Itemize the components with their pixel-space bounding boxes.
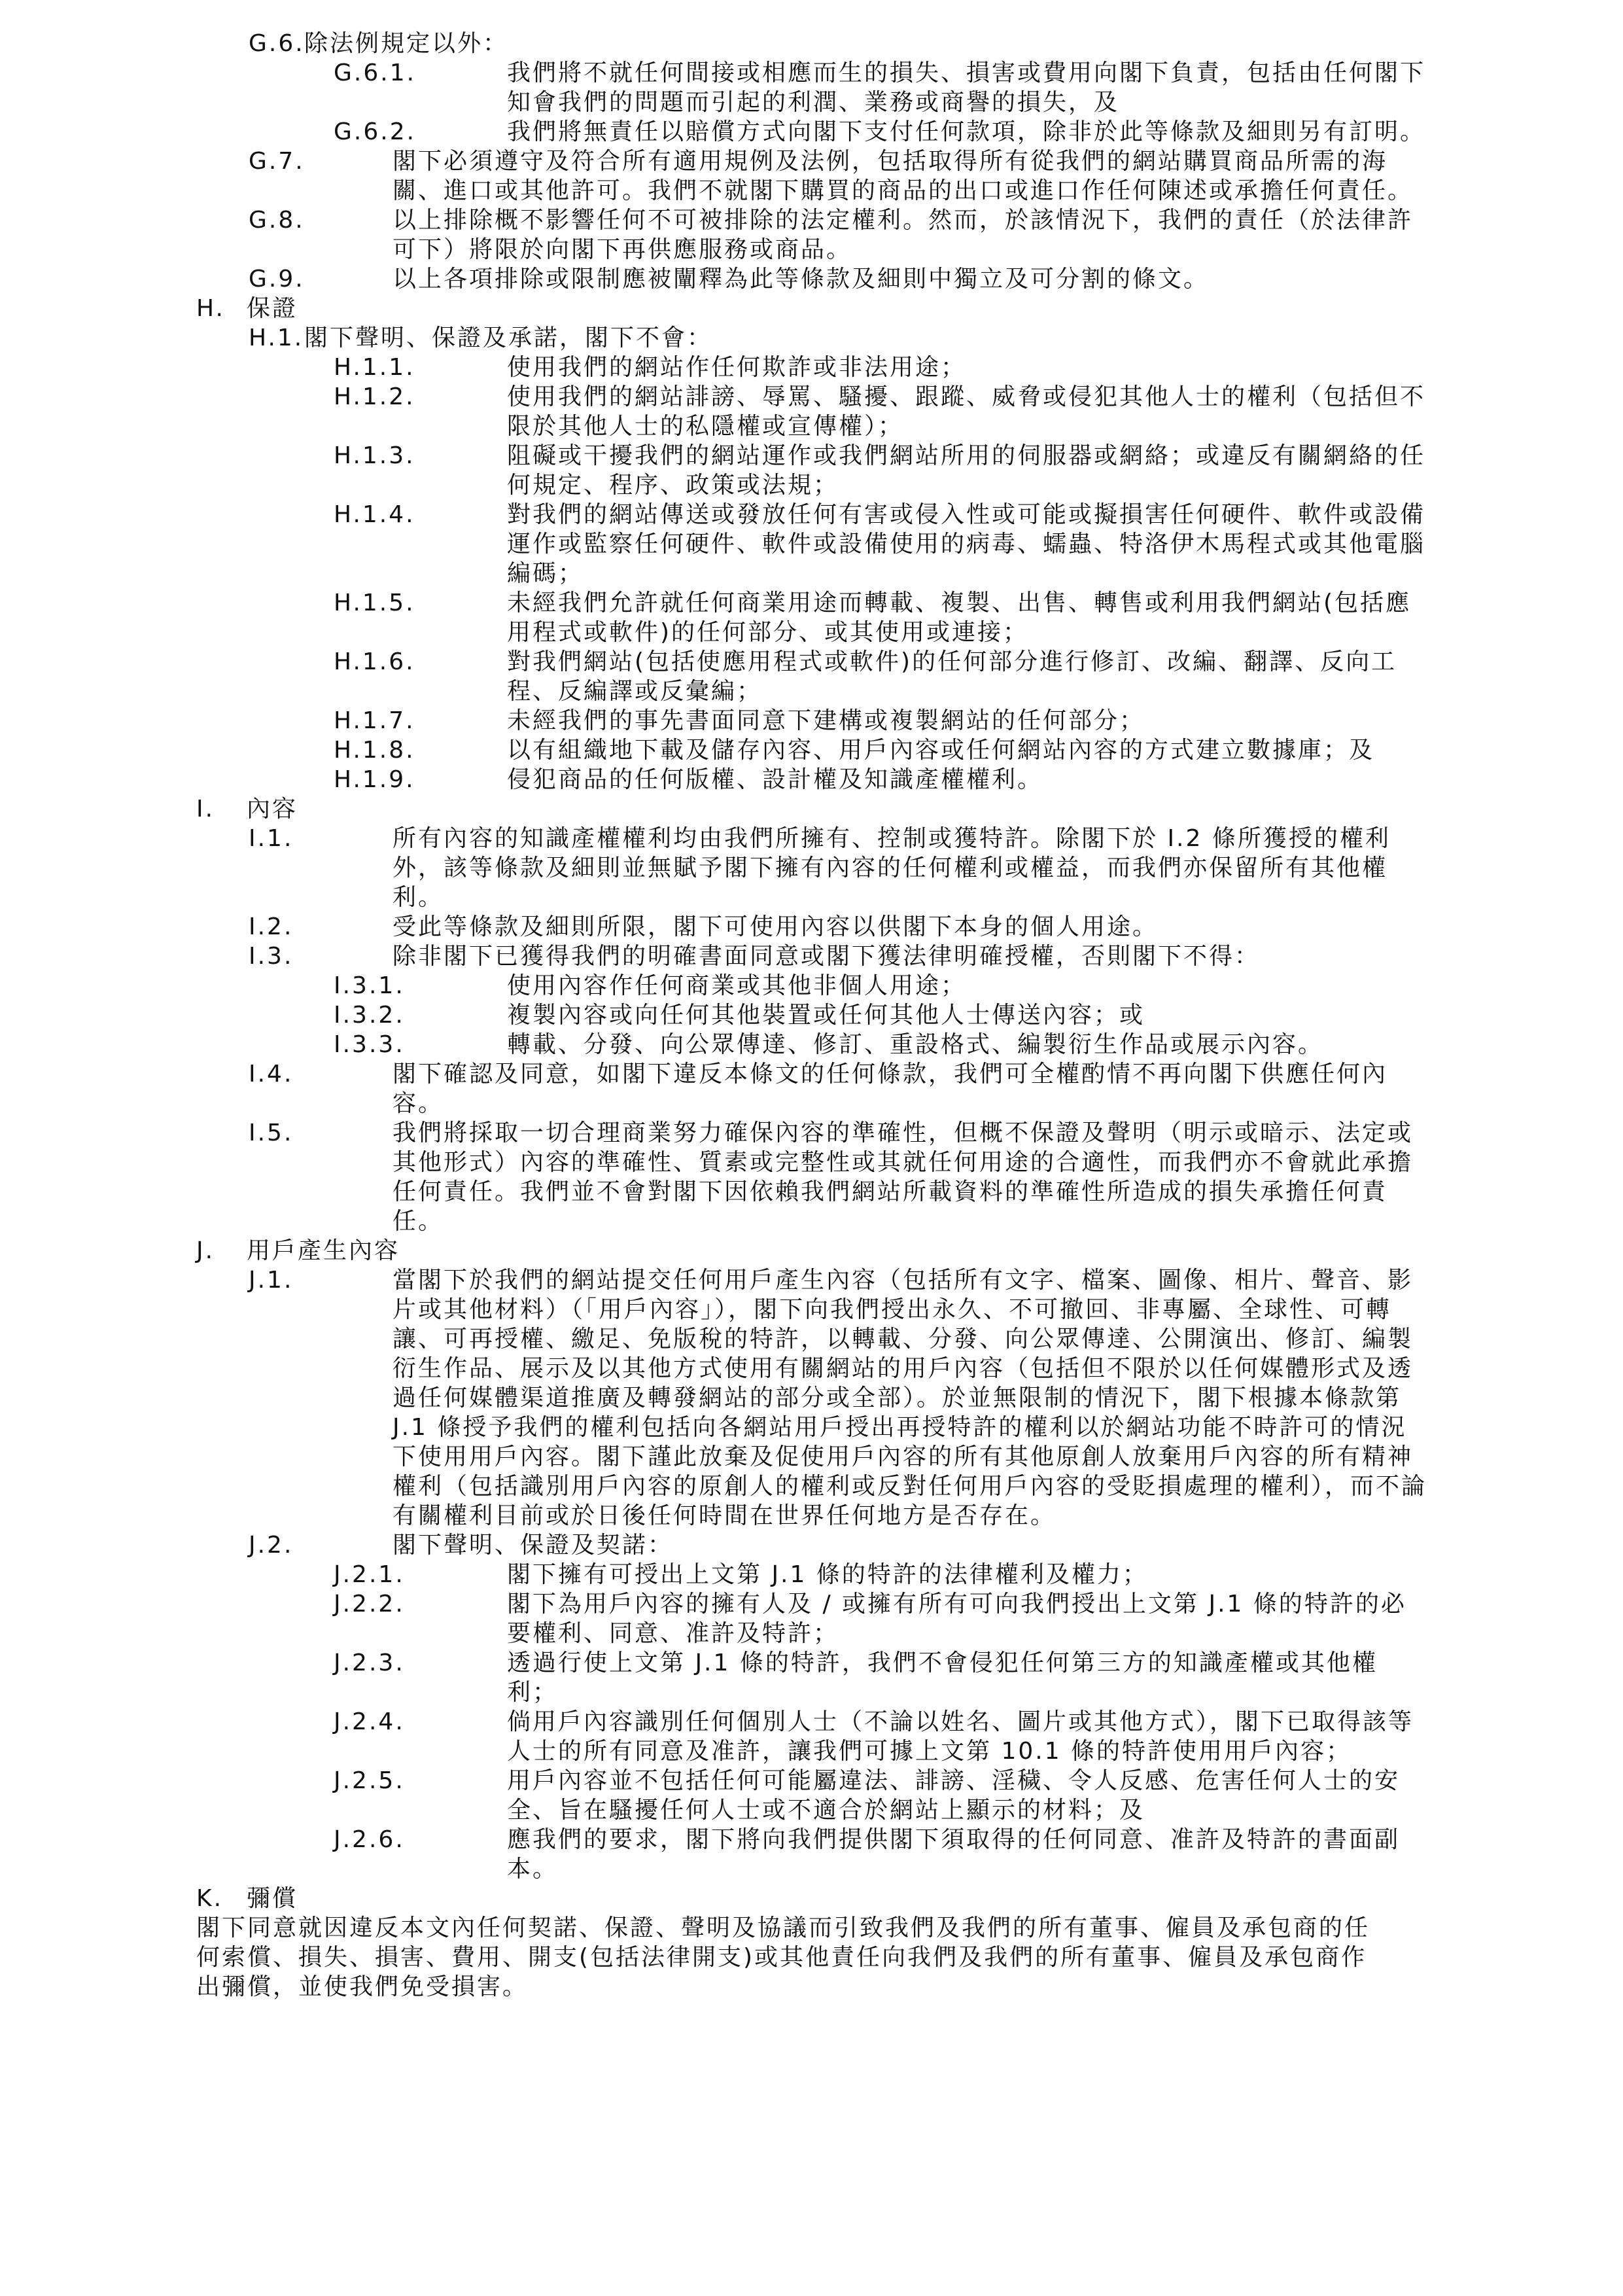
clause (0, 1589, 1623, 1648)
clause-number: H.1.4. (334, 501, 415, 528)
clause-text: 除法例規定以外： (304, 30, 509, 57)
clause-number: H.1.8. (334, 737, 415, 764)
clause-number: G.7. (249, 148, 305, 175)
clause-text: 除非閣下已獲得我們的明確書面同意或閣下獲法律明確授權，否則閣下不得： (393, 943, 1261, 970)
clause (0, 824, 1623, 912)
clause-text: 透過行使上文第 J.1 條的特許，我們不會侵犯任何第三方的知識產權或其他權利； (507, 1650, 1378, 1706)
clause-number: J.2.3. (334, 1650, 405, 1676)
clause-text: 我們將採取一切合理商業努力確保內容的準確性，但概不保證及聲明（明示或暗示、法定或其他形式）內容的準確性、質素或完整性或其就任何用途的合適性，而我們亦不會就此承擔任何責任。我們並不會對閣下因依賴我們網站所載資料的準確性所造成的損失承擔任何責任。 (393, 1120, 1414, 1235)
clause-number: G.6.2. (334, 118, 417, 145)
clause-number: H.1.5. (334, 590, 415, 616)
clause (0, 765, 1623, 794)
clause-number: H.1. (249, 325, 304, 351)
clause-text: 複製內容或向任何其他裝置或任何其他人士傳送內容；或 (507, 1002, 1145, 1029)
clause-text: 以有組織地下載及儲存內容、用戶內容或任何網站內容的方式建立數據庫；及 (507, 737, 1375, 764)
clause-number: G.8. (249, 207, 305, 234)
clause-number: J. (196, 1237, 215, 1264)
clause-number: I.3.3. (334, 1031, 405, 1058)
clause-number: J.2. (249, 1532, 294, 1559)
clause (0, 117, 1623, 147)
clause-text: 以上各項排除或限制應被闡釋為此等條款及細則中獨立及可分割的條文。 (393, 266, 1210, 292)
clause (0, 1825, 1623, 1884)
clause-number: I.3. (249, 943, 294, 970)
clause (0, 1707, 1623, 1766)
clause-text: 對我們的網站傳送或發放任何有害或侵入性或可能或擬損害任何硬件、軟件或設備運作或監察任何硬件、軟件或設備使用的病毒、蠕蟲、特洛伊木馬程式或其他電腦編碼； (507, 501, 1426, 587)
clause-text: 未經我們的事先書面同意下建構或複製網站的任何部分； (507, 707, 1145, 734)
clause (0, 706, 1623, 735)
clause-text: 閣下聲明、保證及契諾： (393, 1532, 674, 1559)
clause (0, 441, 1623, 500)
clause-text: 阻礙或干擾我們的網站運作或我們網站所用的伺服器或網絡；或違反有關網絡的任何規定、程序、政策或法規； (507, 442, 1426, 499)
clause-text: 用戶內容並不包括任何可能屬違法、誹謗、淫穢、令人反感、危害任何人士的安全、旨在騷擾任何人士或不適合於網站上顯示的材料；及 (507, 1767, 1401, 1824)
clause (0, 323, 1623, 353)
clause-text: 當閣下於我們的網站提交任何用戶產生內容（包括所有文字、檔案、圖像、相片、聲音、影片或其他材料）（「用戶內容」），閣下向我們授出永久、不可撤回、非專屬、全球性、可轉讓、可再授權、繳足、免版稅的特許，以轉載、分發、向公眾傳達、公開演出、修訂、編製衍生作品、展示及以其他方式使用有關網站的用戶內容（包括但不限於以任何媒體形式及透過任何媒體渠道推廣及轉發網站的部分或全部）。於並無限制的情況下，閣下根據本條款第 J.1 條授予我們的權利包括向各網站用戶授出再授特許的權利以於網站功能不時許可的情況下使用用戶內容。閣下謹此放棄及促使用戶內容的所有其他原創人放棄用戶內容的所有精神權利（包括識別用戶內容的原創人的權利或反對任何用戶內容的受貶損處理的權利），而不論有關權利目前或於日後任何時間在世界任何地方是否存在。 (393, 1267, 1427, 1529)
clause (0, 205, 1623, 264)
clause-number: J.2.2. (334, 1591, 405, 1617)
clause-text: 侵犯商品的任何版權、設計權及知識產權權利。 (507, 766, 1043, 793)
clause-text: 閣下必須遵守及符合所有適用規例及法例，包括取得所有從我們的網站購買商品所需的海關、進口或其他許可。我們不就閣下購買的商品的出口或進口作任何陳述或承擔任何責任。 (393, 148, 1414, 204)
clause (0, 1560, 1623, 1589)
clause (0, 1118, 1623, 1236)
clause (0, 1059, 1623, 1118)
clause-number: I.3.2. (334, 1002, 405, 1029)
clause (0, 912, 1623, 942)
clause-text: 閣下確認及同意，如閣下違反本條文的任何條款，我們可全權酌情不再向閣下供應任何內容。 (393, 1061, 1388, 1117)
clause-number: G.6. (249, 30, 305, 57)
clause-number: G.9. (249, 266, 305, 292)
clause (0, 264, 1623, 294)
clause-number: J.1. (249, 1267, 294, 1294)
clause-text: 倘用戶內容識別任何個別人士（不論以姓名、圖片或其他方式），閣下已取得該等人士的所有同意及准許，讓我們可據上文第 10.1 條的特許使用用戶內容； (507, 1708, 1414, 1765)
clause-number: I. (196, 796, 215, 822)
clause-text: 我們將不就任何間接或相應而生的損失、損害或費用向閣下負責，包括由任何閣下知會我們的問題而引起的利潤、業務或商譽的損失，及 (507, 60, 1426, 116)
clause (0, 1000, 1623, 1030)
clause-number: I.4. (249, 1061, 294, 1087)
clause-text: 受此等條款及細則所限，閣下可使用內容以供閣下本身的個人用途。 (393, 913, 1159, 940)
clause-number: G.6.1. (334, 60, 417, 86)
section-heading (0, 1884, 1623, 1913)
clause-text: 閣下擁有可授出上文第 J.1 條的特許的法律權利及權力； (507, 1561, 1148, 1588)
clause-text: 使用內容作任何商業或其他非個人用途； (507, 972, 967, 999)
clause-text: 閣下同意就因違反本文內任何契諾、保證、聲明及協議而引致我們及我們的所有董事、僱員及承包商的任何索償、損失、損害、費用、開支(包括法律開支)或其他責任向我們及我們的所有董事、僱員及承包商作出彌償，並使我們免受損害。 (196, 1915, 1370, 2000)
terms-document (0, 29, 1623, 2002)
clause-text: 以上排除概不影響任何不可被排除的法定權利。然而，於該情況下，我們的責任（於法律許可下）將限於向閣下再供應服務或商品。 (393, 207, 1414, 263)
clause-number: H.1.1. (334, 354, 415, 381)
clause-number: H.1.9. (334, 766, 415, 793)
clause (0, 147, 1623, 205)
paragraph (196, 1913, 1427, 2002)
clause-text: 保證 (247, 295, 298, 322)
clause-text: 對我們網站(包括使應用程式或軟件)的任何部分進行修訂、改編、翻譯、反向工程、反編譯或反彙編； (507, 648, 1397, 705)
clause (0, 971, 1623, 1000)
clause (0, 1766, 1623, 1825)
clause (0, 1030, 1623, 1059)
clause-number: I.3.1. (334, 972, 405, 999)
clause-number: H.1.6. (334, 648, 415, 675)
clause-number: I.5. (249, 1120, 294, 1146)
clause-text: 閣下為用戶內容的擁有人及 / 或擁有所有可向我們授出上文第 J.1 條的特許的必要權利、同意、准許及特許； (507, 1591, 1406, 1647)
clause-number: I.2. (249, 913, 294, 940)
clause (0, 735, 1623, 765)
clause-text: 內容 (247, 796, 298, 822)
clause-number: J.2.4. (334, 1708, 405, 1735)
clause-text: 我們將無責任以賠償方式向閣下支付任何款項，除非於此等條款及細則另有訂明。 (507, 118, 1426, 145)
clause-text: 所有內容的知識產權權利均由我們所擁有、控制或獲特許。除閣下於 I.2 條所獲授的權利外，該等條款及細則並無賦予閣下擁有內容的任何權利或權益，而我們亦保留所有其他權利。 (393, 825, 1391, 911)
clause (0, 588, 1623, 647)
clause-text: 應我們的要求，閣下將向我們提供閣下須取得的任何同意、准許及特許的書面副本。 (507, 1826, 1401, 1882)
clause-number: I.1. (249, 825, 294, 852)
clause (0, 1530, 1623, 1560)
clause-text: 未經我們允許就任何商業用途而轉載、複製、出售、轉售或利用我們網站(包括應用程式或軟件)的任何部分、或其使用或連接； (507, 590, 1412, 646)
clause-number: H. (196, 295, 225, 322)
clause (0, 382, 1623, 441)
section-heading (0, 794, 1623, 824)
clause (0, 353, 1623, 382)
clause-text: 轉載、分發、向公眾傳達、修訂、重設格式、編製衍生作品或展示內容。 (507, 1031, 1324, 1058)
clause-text: 使用我們的網站作任何欺詐或非法用途； (507, 354, 967, 381)
clause (0, 942, 1623, 971)
section-heading (0, 1236, 1623, 1265)
clause-text: 使用我們的網站誹謗、辱罵、騷擾、跟蹤、威脅或侵犯其他人士的權利（包括但不限於其他人士的私隱權或宣傳權）； (507, 383, 1426, 440)
clause-number: H.1.2. (334, 383, 415, 410)
clause (0, 1265, 1623, 1530)
clause (0, 1648, 1623, 1707)
clause-text: 用戶產生內容 (247, 1237, 400, 1264)
clause-text: 彌償 (247, 1885, 298, 1912)
clause (0, 29, 1623, 58)
clause-number: J.2.1. (334, 1561, 405, 1588)
section-heading (0, 294, 1623, 323)
clause-number: J.2.5. (334, 1767, 405, 1794)
clause (0, 500, 1623, 588)
clause-number: H.1.3. (334, 442, 415, 469)
clause-number: K. (196, 1885, 224, 1912)
clause (0, 647, 1623, 706)
clause (0, 58, 1623, 117)
clause-number: H.1.7. (334, 707, 415, 734)
clause-text: 閣下聲明、保證及承諾，閣下不會： (304, 325, 713, 351)
clause-number: J.2.6. (334, 1826, 405, 1853)
